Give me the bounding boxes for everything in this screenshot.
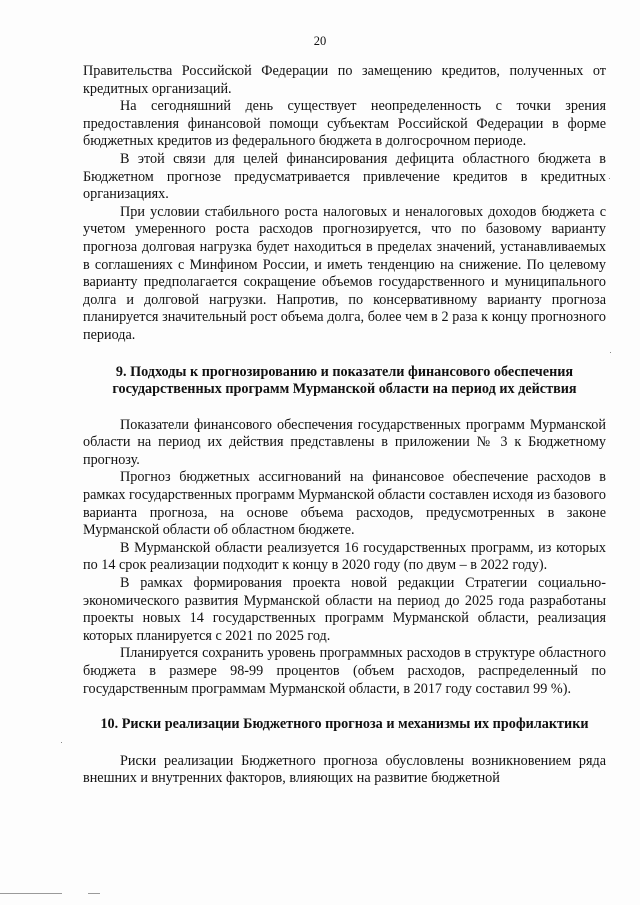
section-10-paragraph-1: Риски реализации Бюджетного прогноза обусловлены возникновением ряда внешних и внутренних факторов, влияющих на развитие бюджетной [83, 752, 606, 787]
scan-artifact-dot [61, 742, 62, 743]
section-9-paragraph-2: Прогноз бюджетных ассигнований на финансовое обеспечение расходов в рамках государственных программ Мурманской области составлен исходя из базового варианта прогноза, на основе объема расходов, предусмотренных в законе Мурманской области об областном бюджете. [83, 469, 606, 539]
scan-artifact-line [88, 893, 100, 894]
document-body [83, 63, 606, 788]
intro-paragraph-4: При условии стабильного роста налоговых и неналоговых доходов бюджета с учетом умеренного роста расходов прогнозируется, что по базовому варианту прогноза долговая нагрузка будет находиться в пределах значений, устанавливаемых в соглашениях с Минфином России, и иметь тенденцию на снижение. По целевому варианту предполагается сокращение объемов государственного и муниципального долга и долговой нагрузки. Напротив, по консервативному варианту прогноза планируется значительный рост объема долга, более чем в 2 раза к концу прогнозного периода. [83, 203, 606, 343]
section-9-heading: 9. Подходы к прогнозированию и показатели финансового обеспечения государственных программ Мурманской области на период их действия [112, 363, 577, 398]
section-10-heading: 10. Риски реализации Бюджетного прогноза и механизмы их профилактики [100, 716, 589, 733]
section-9-paragraph-3: В Мурманской области реализуется 16 государственных программ, из которых по 14 срок реализации подходит к концу в 2020 году (по двум – в 2022 году). [83, 539, 606, 574]
intro-paragraph-1: Правительства Российской Федерации по замещению кредитов, полученных от кредитных организаций. [83, 63, 606, 97]
scan-artifact-line [0, 893, 62, 894]
section-9-paragraph-1: Показатели финансового обеспечения государственных программ Мурманской области на период их действия представлены в приложении № 3 к Бюджетному прогнозу. [83, 416, 606, 468]
scan-artifact-dot [609, 178, 610, 179]
intro-paragraph-2: На сегодняшний день существует неопределенность с точки зрения предоставления финансовой помощи субъектам Российской Федерации в форме бюджетных кредитов из федерального бюджета в долгосрочном периоде. [83, 98, 606, 150]
section-9-paragraph-5: Планируется сохранить уровень программных расходов в структуре областного бюджета в размере 98-99 процентов (объем расходов, распределенный по государственным программам Мурманской области, в 2017 году составил 99 %). [83, 645, 606, 697]
intro-paragraph-3: В этой связи для целей финансирования дефицита областного бюджета в Бюджетном прогнозе предусматривается привлечение кредитов в кредитных организациях. [83, 150, 606, 203]
page-number: 20 [313, 34, 327, 48]
section-9-paragraph-4: В рамках формирования проекта новой редакции Стратегии социально-экономического развития Мурманской области на период до 2025 года разработаны проекты новых 14 государственных программ Мурманской области, реализация которых планируется с 2021 по 2025 год. [83, 575, 606, 644]
scan-artifact-dot [610, 352, 611, 353]
